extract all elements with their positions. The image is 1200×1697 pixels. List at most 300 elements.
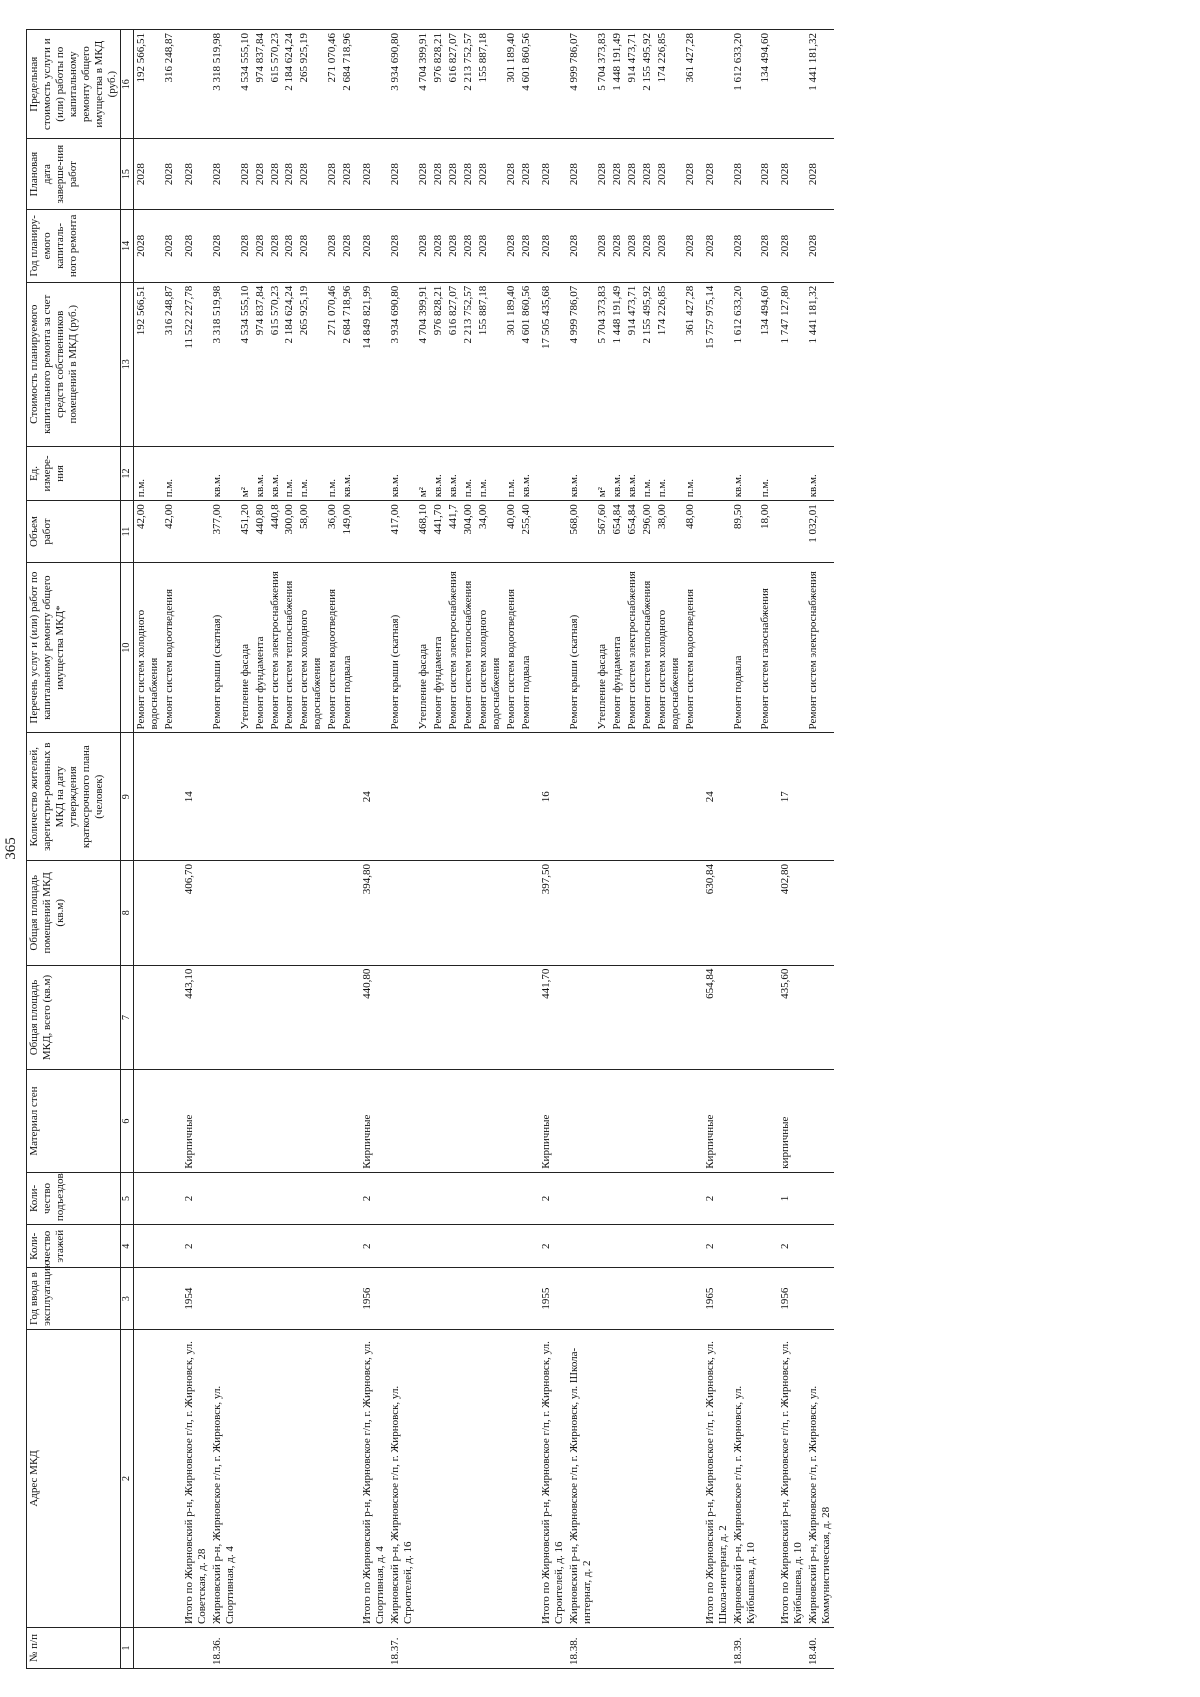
table-cell: 17 [773, 733, 806, 860]
table-cell [268, 1268, 283, 1329]
table-cell [133, 860, 161, 965]
table-cell [683, 1329, 698, 1627]
table-cell: 16 [534, 733, 567, 860]
table-cell: 2 [355, 1225, 388, 1268]
table-cell: Ремонт систем холодного водоснабжения [133, 562, 161, 733]
table-cell: Итого по Жирновский р-н, Жирновское г/п, г. Жирновск, ул. Куйбышева, д. 10 [773, 1329, 806, 1627]
table-cell: 4 534 555,10 [238, 282, 253, 446]
table-cell: 300,00 [282, 501, 297, 562]
table-cell [519, 1268, 534, 1329]
table-cell [758, 1070, 773, 1172]
column-header: Год планиру-емого капиталь-ного ремонта [27, 209, 121, 282]
total-row [355, 30, 388, 1669]
table-cell [416, 860, 431, 965]
table-cell [282, 1070, 297, 1172]
table-cell: 654,84 [625, 501, 640, 562]
table-cell [504, 1329, 519, 1627]
table-cell: 914 473,71 [625, 282, 640, 446]
table-cell [625, 1268, 640, 1329]
table-cell: 2028 [625, 209, 640, 282]
table-cell [431, 1268, 446, 1329]
table-cell [758, 965, 773, 1070]
table-cell [731, 965, 759, 1070]
table-cell: 149,00 [340, 501, 355, 562]
table-cell [177, 446, 210, 501]
table-cell: 402,80 [773, 860, 806, 965]
table-cell: кв.м. [731, 446, 759, 501]
table-cell [773, 1628, 806, 1669]
table-cell [238, 1070, 253, 1172]
table-cell: Кирпичные [177, 1070, 210, 1172]
table-cell: 40,00 [504, 501, 519, 562]
table-cell: 3 934 690,80 [388, 30, 416, 139]
table-cell: 36,00 [325, 501, 340, 562]
table-cell: кв.м. [388, 446, 416, 501]
table-cell: Жирновский р-н, Жирновское г/п, г. Жирновск, ул. Школа-интернат, д. 2 [567, 1329, 595, 1627]
table-cell [519, 1329, 534, 1627]
table-cell: 4 704 399,91 [416, 30, 431, 139]
table-cell: 406,70 [177, 860, 210, 965]
table-cell: 48,00 [683, 501, 698, 562]
table-cell: 435,60 [773, 965, 806, 1070]
table-cell [534, 562, 567, 733]
table-cell: 255,40 [519, 501, 534, 562]
table-cell [567, 733, 595, 860]
table-cell: Итого по Жирновский р-н, Жирновское г/п, г. Жирновск, ул. Советская, д. 28 [177, 1329, 210, 1627]
table-cell: 2028 [806, 139, 834, 210]
column-header: Общая площадь МКД, всего (кв.м) [27, 965, 121, 1070]
table-row [461, 30, 476, 1669]
table-cell: Ремонт систем электроснабжения [806, 562, 834, 733]
table-cell [355, 1628, 388, 1669]
table-cell [610, 965, 625, 1070]
table-cell [683, 1628, 698, 1669]
table-cell: 2028 [595, 209, 610, 282]
table-cell [461, 1172, 476, 1224]
table-cell [625, 1329, 640, 1627]
table-cell: п.м. [282, 446, 297, 501]
table-cell [595, 1268, 610, 1329]
table-cell [162, 733, 177, 860]
table-cell: 1965 [698, 1268, 731, 1329]
table-cell: 2028 [683, 139, 698, 210]
table-cell [567, 965, 595, 1070]
table-cell [773, 30, 806, 139]
table-row [504, 30, 519, 1669]
total-row [773, 30, 806, 1669]
table-cell: 616 827,07 [446, 30, 461, 139]
table-cell: 630,84 [698, 860, 731, 965]
table-cell: 4 534 555,10 [238, 30, 253, 139]
table-cell [640, 1225, 655, 1268]
table-cell [610, 1628, 625, 1669]
table-cell [268, 1329, 283, 1627]
table-cell [806, 1070, 834, 1172]
table-cell [133, 1225, 161, 1268]
table-cell: 397,50 [534, 860, 567, 965]
table-cell [210, 1172, 238, 1224]
table-cell: 2028 [431, 209, 446, 282]
table-cell [567, 1070, 595, 1172]
column-header: № п/п [27, 1628, 121, 1669]
table-cell [253, 860, 268, 965]
table-cell [431, 1329, 446, 1627]
table-cell: 2028 [476, 209, 504, 282]
page-number: 365 [3, 837, 19, 860]
table-cell: 1 448 191,49 [610, 30, 625, 139]
column-header: Общая площадь помещений МКД (кв.м) [27, 860, 121, 965]
table-cell [655, 1172, 683, 1224]
column-number: 14 [120, 209, 133, 282]
table-cell [758, 1225, 773, 1268]
table-cell [683, 1268, 698, 1329]
table-cell: 2 155 495,92 [640, 30, 655, 139]
table-cell [655, 733, 683, 860]
table-cell: 18.38. [567, 1628, 595, 1669]
table-cell [253, 1329, 268, 1627]
column-number: 8 [120, 860, 133, 965]
table-cell [253, 1628, 268, 1669]
table-cell [416, 1329, 431, 1627]
table-cell: кв.м. [253, 446, 268, 501]
table-cell: 271 070,46 [325, 282, 340, 446]
table-cell [595, 1628, 610, 1669]
table-row [388, 30, 416, 1669]
table-cell: 2028 [133, 139, 161, 210]
table-cell [253, 1268, 268, 1329]
table-cell [325, 860, 340, 965]
table-cell [610, 733, 625, 860]
table-cell: кв.м. [210, 446, 238, 501]
table-cell: 2028 [325, 209, 340, 282]
table-cell: м² [238, 446, 253, 501]
table-cell [806, 1225, 834, 1268]
table-cell: 38,00 [655, 501, 683, 562]
table-cell [431, 1628, 446, 1669]
table-cell: 2028 [388, 139, 416, 210]
table-cell: 134 494,60 [758, 282, 773, 446]
table-cell [534, 446, 567, 501]
table-cell [683, 1070, 698, 1172]
table-cell [519, 1225, 534, 1268]
table-cell: 2 184 624,24 [282, 30, 297, 139]
table-cell: 4 601 860,56 [519, 282, 534, 446]
table-cell [446, 965, 461, 1070]
table-row [210, 30, 238, 1669]
table-cell: 2 [698, 1172, 731, 1224]
table-cell: 301 189,40 [504, 30, 519, 139]
table-row [640, 30, 655, 1669]
table-cell: Ремонт систем теплоснабжения [461, 562, 476, 733]
total-row [534, 30, 567, 1669]
table-cell [534, 501, 567, 562]
table-cell [162, 1329, 177, 1627]
table-cell [683, 860, 698, 965]
table-cell: 2028 [238, 139, 253, 210]
table-cell: 2028 [610, 209, 625, 282]
table-cell: 2028 [504, 139, 519, 210]
table-cell [595, 1329, 610, 1627]
table-cell: Ремонт систем теплоснабжения [282, 562, 297, 733]
table-cell [595, 860, 610, 965]
table-cell [253, 733, 268, 860]
table-cell: 89,50 [731, 501, 759, 562]
table-cell: 17 505 435,68 [534, 282, 567, 446]
table-cell [625, 733, 640, 860]
table-cell [416, 1628, 431, 1669]
table-cell [610, 1329, 625, 1627]
table-cell [431, 1070, 446, 1172]
table-cell [133, 1172, 161, 1224]
table-cell [133, 1329, 161, 1627]
table-cell [806, 860, 834, 965]
table-cell: 3 934 690,80 [388, 282, 416, 446]
table-cell [238, 1225, 253, 1268]
table-cell: 2028 [610, 139, 625, 210]
table-cell [773, 562, 806, 733]
table-cell [595, 1070, 610, 1172]
table-cell [446, 1172, 461, 1224]
table-cell: 468,10 [416, 501, 431, 562]
table-cell: 1 441 181,32 [806, 30, 834, 139]
table-cell [446, 1268, 461, 1329]
table-cell [325, 1070, 340, 1172]
table-cell: 14 849 821,99 [355, 282, 388, 446]
table-cell: 2028 [177, 139, 210, 210]
table-cell: 914 473,71 [625, 30, 640, 139]
column-number: 5 [120, 1172, 133, 1224]
table-cell: 316 248,87 [162, 282, 177, 446]
table-cell: 4 704 399,91 [416, 282, 431, 446]
table-cell: 1 612 633,20 [731, 282, 759, 446]
table-cell: 2028 [268, 139, 283, 210]
table-cell [238, 1329, 253, 1627]
table-cell [519, 1172, 534, 1224]
table-cell: кв.м. [567, 446, 595, 501]
table-cell: 24 [355, 733, 388, 860]
table-cell [625, 860, 640, 965]
table-cell: Утепление фасада [595, 562, 610, 733]
table-cell [567, 1172, 595, 1224]
table-cell [268, 1172, 283, 1224]
table-cell [683, 965, 698, 1070]
table-cell: м² [595, 446, 610, 501]
table-cell [567, 860, 595, 965]
table-cell [340, 860, 355, 965]
table-cell [683, 733, 698, 860]
table-cell: 2028 [534, 139, 567, 210]
table-cell [355, 501, 388, 562]
table-cell [731, 860, 759, 965]
table-cell [162, 1268, 177, 1329]
table-cell: 2 684 718,96 [340, 30, 355, 139]
table-cell [238, 965, 253, 1070]
table-cell [625, 1172, 640, 1224]
table-cell [698, 562, 731, 733]
table-cell: 361 427,28 [683, 282, 698, 446]
table-cell [698, 446, 731, 501]
table-cell: 2 213 752,57 [461, 282, 476, 446]
table-cell: 304,00 [461, 501, 476, 562]
table-cell: 394,80 [355, 860, 388, 965]
table-cell [534, 1628, 567, 1669]
table-cell [297, 1172, 325, 1224]
table-cell [758, 860, 773, 965]
table-cell: 2028 [567, 139, 595, 210]
table-cell [655, 1628, 683, 1669]
table-cell [416, 1225, 431, 1268]
table-cell [655, 1268, 683, 1329]
table-cell [297, 1628, 325, 1669]
table-cell [210, 860, 238, 965]
table-cell [416, 1268, 431, 1329]
table-cell [431, 1172, 446, 1224]
table-cell [388, 1070, 416, 1172]
table-cell: Ремонт подвала [731, 562, 759, 733]
table-row [431, 30, 446, 1669]
table-cell [210, 965, 238, 1070]
table-cell: п.м. [504, 446, 519, 501]
table-cell [504, 1268, 519, 1329]
table-row [162, 30, 177, 1669]
table-cell [476, 733, 504, 860]
column-header: Ед. измере-ния [27, 446, 121, 501]
table-cell [297, 733, 325, 860]
table-cell [162, 1070, 177, 1172]
table-cell [476, 1268, 504, 1329]
column-number: 9 [120, 733, 133, 860]
table-cell: 441,70 [431, 501, 446, 562]
table-cell [731, 1172, 759, 1224]
table-cell: 1 [773, 1172, 806, 1224]
table-cell: Жирновский р-н, Жирновское г/п, г. Жирновск, ул. Коммунистическая, д. 28 [806, 1329, 834, 1627]
table-cell [504, 1070, 519, 1172]
table-cell: 441,70 [534, 965, 567, 1070]
table-cell: 2028 [698, 209, 731, 282]
table-cell [731, 1225, 759, 1268]
table-row [683, 30, 698, 1669]
table-cell [325, 1172, 340, 1224]
table-cell [625, 1070, 640, 1172]
table-cell [806, 1268, 834, 1329]
table-cell [640, 733, 655, 860]
table-cell [446, 860, 461, 965]
table-cell [340, 1225, 355, 1268]
table-cell [758, 1268, 773, 1329]
table-cell: Ремонт систем теплоснабжения [640, 562, 655, 733]
table-cell: 2028 [238, 209, 253, 282]
table-cell [416, 1070, 431, 1172]
table-cell [640, 1329, 655, 1627]
table-cell: 2028 [340, 139, 355, 210]
table-header [27, 30, 134, 1669]
table-cell [162, 965, 177, 1070]
table-row [758, 30, 773, 1669]
table-cell: 2 [177, 1172, 210, 1224]
table-cell [238, 1172, 253, 1224]
table-cell: 18.40. [806, 1628, 834, 1669]
table-row [133, 30, 161, 1669]
table-cell [355, 30, 388, 139]
table-cell [297, 1225, 325, 1268]
table-cell [461, 965, 476, 1070]
table-cell: Ремонт систем газоснабжения [758, 562, 773, 733]
column-header: Коли-чество подъездов [27, 1172, 121, 1224]
table-cell: 2 [698, 1225, 731, 1268]
table-cell [210, 1268, 238, 1329]
column-header: Материал стен [27, 1070, 121, 1172]
table-cell: 4 999 786,07 [567, 30, 595, 139]
table-cell: 11 522 227,78 [177, 282, 210, 446]
table-cell [446, 733, 461, 860]
table-cell [476, 1225, 504, 1268]
table-cell: 42,00 [133, 501, 161, 562]
column-number: 6 [120, 1070, 133, 1172]
table-cell [504, 965, 519, 1070]
table-cell: Жирновский р-н, Жирновское г/п, г. Жирновск, ул. Строителей, д. 16 [388, 1329, 416, 1627]
column-header: Перечень услуг и (или) работ по капитальному ремонту общего имущества МКД* [27, 562, 121, 733]
table-cell [325, 1225, 340, 1268]
table-cell: 2 155 495,92 [640, 282, 655, 446]
table-cell [177, 501, 210, 562]
table-cell: 441,7 [446, 501, 461, 562]
table-body [133, 30, 834, 1669]
table-cell [253, 965, 268, 1070]
table-cell [325, 1628, 340, 1669]
table-cell: 451,20 [238, 501, 253, 562]
table-cell [595, 733, 610, 860]
table-cell [268, 1628, 283, 1669]
table-cell: кв.м. [519, 446, 534, 501]
table-cell [416, 965, 431, 1070]
table-cell [504, 860, 519, 965]
table-cell [268, 1225, 283, 1268]
table-cell [640, 1070, 655, 1172]
table-cell: 265 925,19 [297, 30, 325, 139]
table-cell [431, 860, 446, 965]
table-cell [340, 1628, 355, 1669]
table-cell: 2028 [773, 139, 806, 210]
table-cell: 316 248,87 [162, 30, 177, 139]
table-cell [133, 733, 161, 860]
table-cell [625, 1225, 640, 1268]
column-header: Коли-чество этажей [27, 1225, 121, 1268]
table-cell [504, 1225, 519, 1268]
table-cell: кв.м. [431, 446, 446, 501]
table-cell: 2028 [253, 209, 268, 282]
table-row [655, 30, 683, 1669]
table-cell: 2028 [177, 209, 210, 282]
table-cell: Ремонт систем водоотведения [162, 562, 177, 733]
table-cell: 2028 [595, 139, 610, 210]
column-header: Год ввода в эксплуатацию [27, 1268, 121, 1329]
table-cell [504, 1628, 519, 1669]
table-cell: п.м. [162, 446, 177, 501]
table-cell [268, 860, 283, 965]
table-cell [534, 30, 567, 139]
table-cell: п.м. [325, 446, 340, 501]
table-cell: 615 570,23 [268, 282, 283, 446]
table-cell: 974 837,84 [253, 30, 268, 139]
table-cell [388, 733, 416, 860]
table-cell [610, 1070, 625, 1172]
table-cell [133, 1070, 161, 1172]
table-cell [431, 1225, 446, 1268]
table-row [625, 30, 640, 1669]
column-number: 2 [120, 1329, 133, 1627]
table-cell [355, 562, 388, 733]
table-cell [416, 733, 431, 860]
